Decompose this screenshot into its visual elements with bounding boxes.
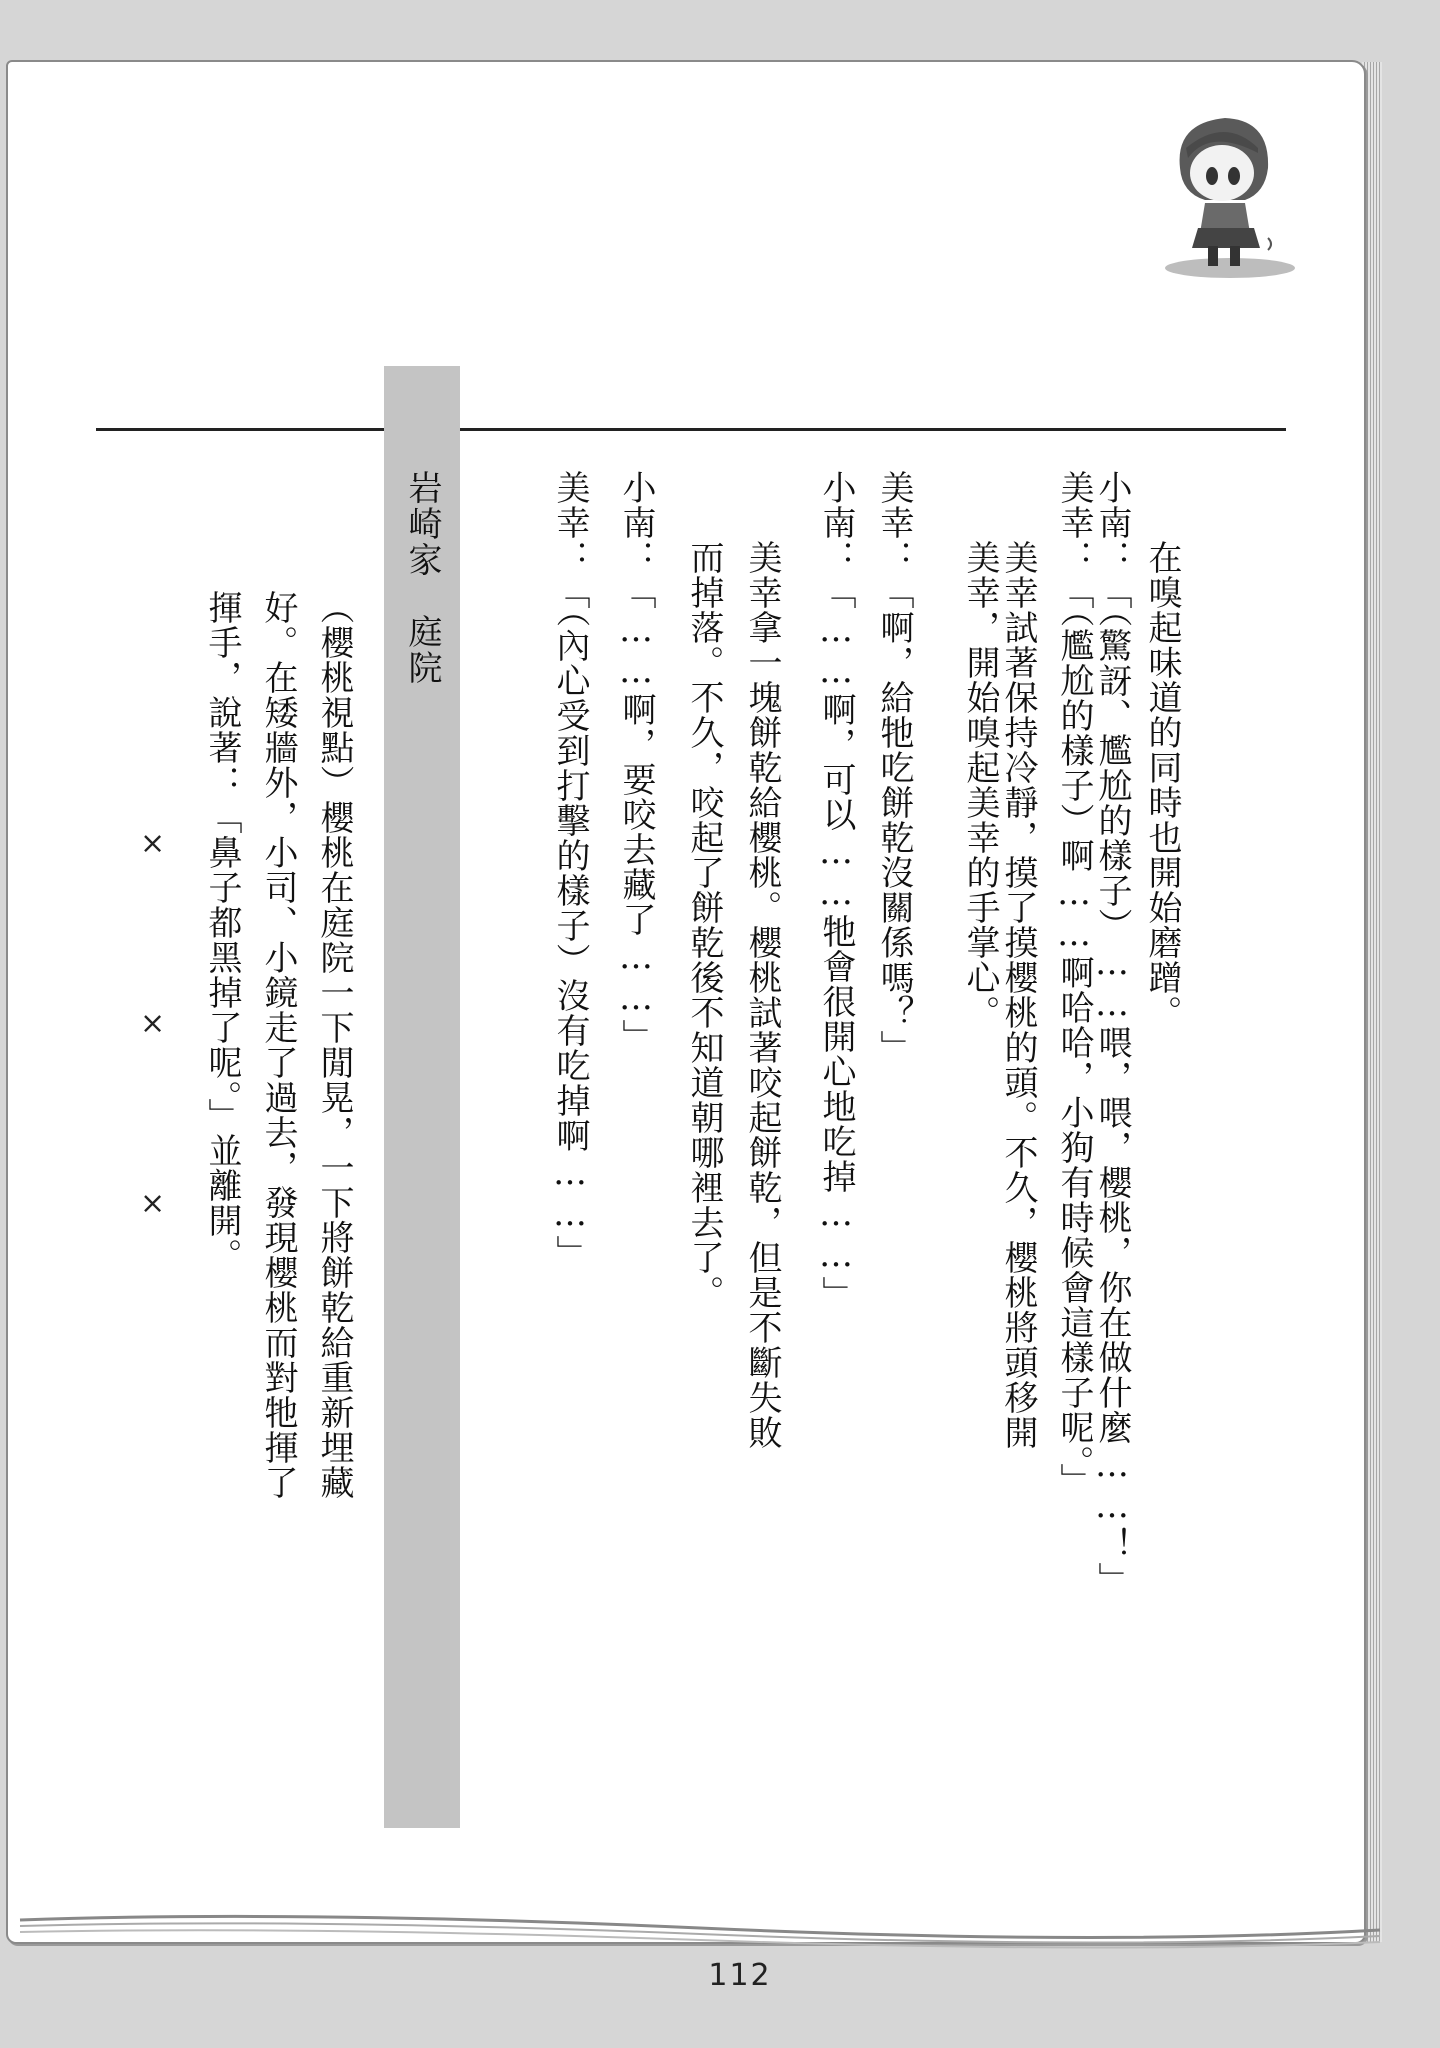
narration-line: 美幸拿一塊餅乾給櫻桃。櫻桃試著咬起餅乾，但是不斷失敗 <box>742 470 782 1450</box>
dialogue-line: 美幸：「（內心受到打擊的樣子）沒有吃掉啊……」 <box>550 470 590 1270</box>
header-rule <box>96 428 1286 431</box>
section-separator-mark: × <box>140 1006 166 1041</box>
scene-title: 岩崎家 庭院 <box>402 470 442 686</box>
scene-narration-line: （櫻桃視點）櫻桃在庭院一下閒晃，一下將餅乾給重新埋藏 <box>314 590 354 1500</box>
narration-line: 而掉落。不久，咬起了餅乾後不知道朝哪裡去了。 <box>684 470 724 1310</box>
dialogue-line: 小南：「……啊，要咬去藏了……」 <box>616 470 656 1054</box>
section-separator-mark: × <box>140 826 166 861</box>
text-column: 在嗅起味道的同時也開始磨蹭。 <box>1142 470 1182 1030</box>
narration-line: 美幸，開始嗅起美幸的手掌心。 <box>960 470 1000 1030</box>
dialogue-line: 美幸：「（尷尬的樣子）啊……啊哈哈，小狗有時候會這樣子呢。」 <box>1054 470 1094 1498</box>
narration-line: 美幸試著保持冷靜，摸了摸櫻桃的頭。不久，櫻桃將頭移開 <box>998 470 1038 1450</box>
page-number: 112 <box>708 1958 772 1993</box>
dialogue-line: 美幸：「啊，給牠吃餅乾沒關係嗎？」 <box>874 470 914 1065</box>
chibi-character-illustration <box>1150 108 1300 288</box>
dialogue-line: 小南：「……啊，可以……牠會很開心地吃掉……」 <box>816 470 856 1311</box>
section-separator-mark: × <box>140 1186 166 1221</box>
dialogue-line: 小南：「（驚訝、尷尬的樣子）……喂，喂，櫻桃，你在做什麼……！」 <box>1092 470 1132 1597</box>
page-curl <box>0 1900 1400 1960</box>
scene-narration-line: 好。在矮牆外，小司、小鏡走了過去，發現櫻桃而對牠揮了 <box>258 590 298 1500</box>
scene-narration-line: 揮手，說著：「鼻子都黑掉了呢。」並離開。 <box>202 590 242 1273</box>
